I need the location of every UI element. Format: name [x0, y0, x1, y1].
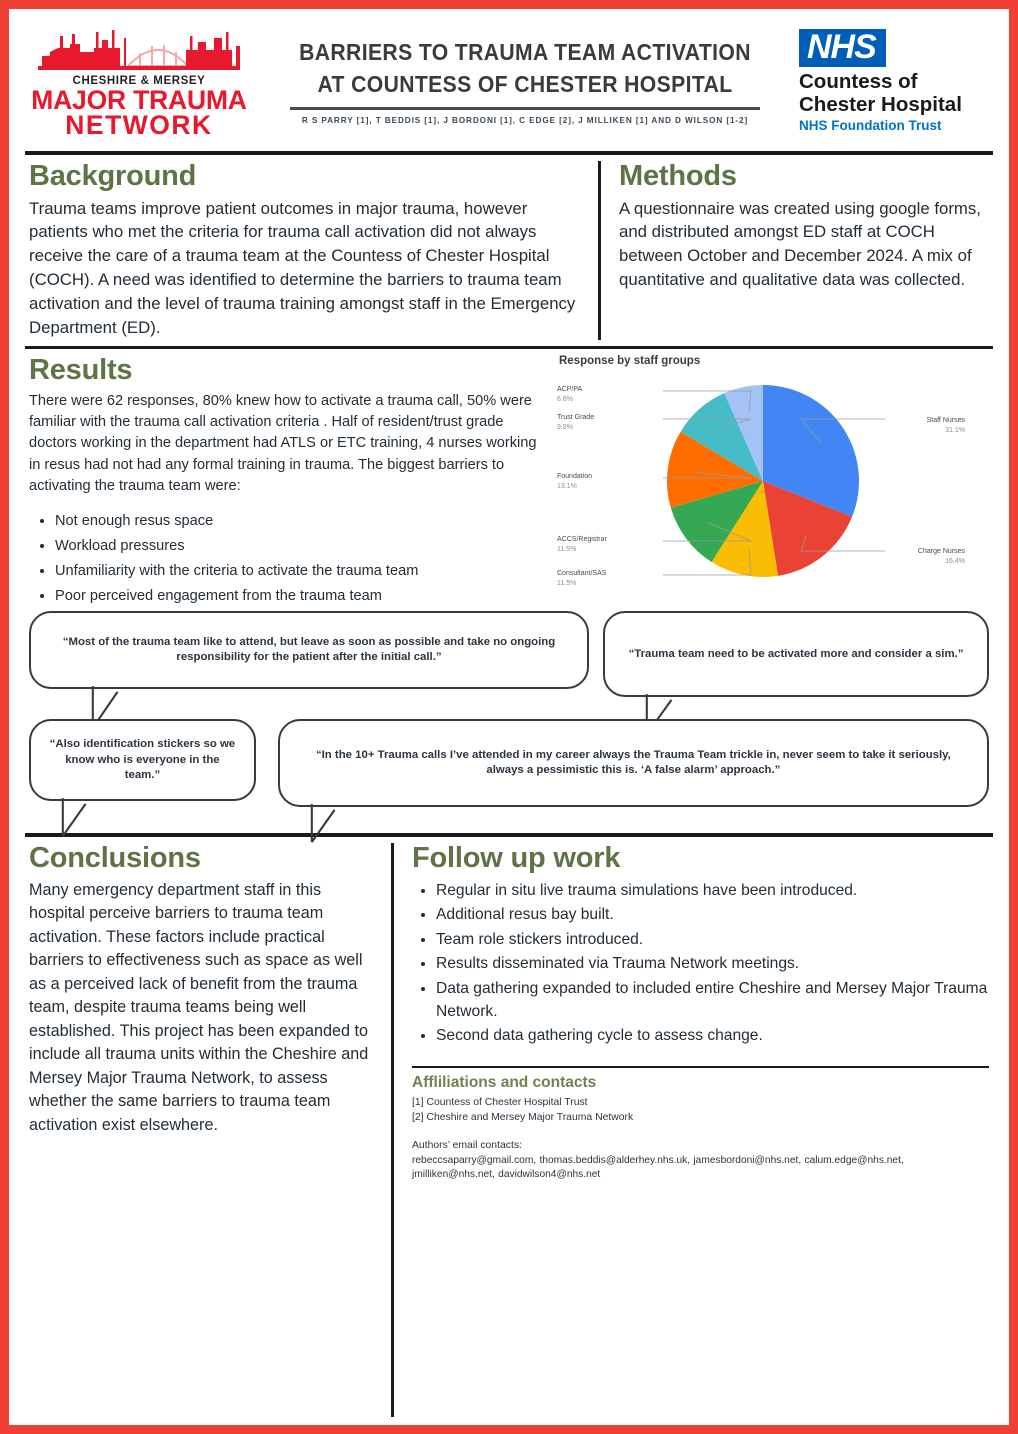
chart-title: Response by staff groups — [559, 355, 701, 368]
quotes-section — [23, 611, 995, 807]
pie-label-staff-nurses: Staff Nurses 31.1% — [926, 417, 965, 434]
quote-text: “Also identification stickers so we know who is everyone in the team.” — [49, 738, 236, 782]
quote-bubble-4 — [278, 719, 989, 807]
major-trauma-network-logo — [23, 24, 255, 138]
email-contacts-heading: Authors’ email contacts: — [412, 1139, 522, 1151]
quote-text: “Trauma team need to be activated more and consider a sim.” — [628, 647, 964, 660]
conclusions-followup-row — [23, 837, 995, 1419]
pie-slices — [667, 385, 859, 577]
conclusions-text: Many emergency department staff in this hospital perceive barriers to trauma team activation. These factors include practical barriers to effectiveness such as space as well as a perceived lack of benefit from the trauma team, despite trauma teams being well established. This project has been expanded to include all trauma units within the Cheshire and Mersey Major Trauma Network, to assess whether the same barriers to trauma team activation exist elsewhere. — [29, 880, 369, 1134]
pie-label-acp-pa: ACP/PA 6.6% — [557, 386, 583, 403]
methods-section — [601, 155, 989, 342]
title-block — [255, 37, 795, 125]
quote-text: “In the 10+ Trauma calls I’ve attended in my career always the Trauma Team trickle in, never seem to take it seriously, always a pessimistic this is. ‘A false alarm’ approach.” — [315, 749, 951, 777]
background-section — [29, 155, 598, 342]
methods-text: A questionnaire was created using google forms, and distributed amongst ED staff at COCH between October and December 2024. A mix of quantitative and qualitative data was collected. — [619, 198, 981, 290]
nhs-trust-logo — [795, 29, 995, 134]
quote-text: “Most of the trauma team like to attend, but leave as soon as possible and take no ongoing responsibility for the patient after the initial call.” — [62, 636, 556, 664]
conclusions-section — [29, 837, 391, 1419]
nhs-name-line-1: Countess of — [799, 69, 918, 93]
nhs-badge: NHS — [799, 29, 886, 67]
pie-label-charge-nurses: Charge Nurses 16.4% — [917, 548, 965, 565]
list-item: • Additional resus bay built. — [436, 903, 989, 926]
results-row — [23, 349, 995, 611]
poster-title: BARRIERS TO TRAUMA TEAM ACTIVATION AT COUNTESS OF CHESTER HOSPITAL — [299, 39, 751, 97]
nhs-foundation-trust-label: NHS Foundation Trust — [799, 118, 942, 134]
logo-subtitle: CHESHIRE & MERSEY — [72, 74, 206, 87]
list-item: • Results disseminated via Trauma Network meetings. — [436, 952, 989, 975]
followup-heading: Follow up work — [412, 841, 621, 874]
logo-line-2: NETWORK — [65, 110, 213, 140]
affiliations-rule — [412, 1066, 989, 1068]
bubble-tail-icon — [308, 804, 346, 848]
logo-line-1: MAJOR TRAUMA — [31, 84, 247, 115]
quote-bubble-2 — [603, 611, 989, 697]
list-item: • Unfamiliarity with the criteria to activate the trauma team — [55, 561, 549, 582]
email-contacts-line-2[interactable]: jmilliken@nhs.net, davidwilson4@nhs.net — [412, 1169, 601, 1181]
background-heading: Background — [29, 159, 197, 192]
email-contacts-line-1[interactable]: rebeccsaparry@gmail.com, thomas.beddis@alderhey.nhs.uk, jamesbordoni@nhs.net, calum.edge@nhs.net, — [412, 1154, 904, 1166]
affiliations-section — [412, 1074, 989, 1183]
results-heading: Results — [29, 354, 133, 387]
affiliations-heading: Affliliations and contacts — [412, 1073, 597, 1091]
bubble-tail-icon — [59, 798, 97, 842]
affiliation-2: [2] Cheshire and Mersey Major Trauma Network — [412, 1112, 634, 1124]
title-divider — [290, 107, 760, 110]
chart-plot-area — [555, 369, 989, 601]
pie-label-trust-grade: Trust Grade 9.8% — [557, 414, 595, 431]
pie-label-accs-registrar: ACCS/Registrar 11.5% — [557, 536, 607, 553]
followup-section — [394, 837, 989, 1419]
list-item: • Data gathering expanded to included entire Cheshire and Mersey Major Trauma Network. — [436, 977, 989, 1024]
results-section — [29, 349, 549, 611]
staff-group-pie-chart — [549, 349, 989, 611]
list-item: • Not enough resus space — [55, 511, 549, 532]
quote-bubble-1 — [29, 611, 589, 689]
list-item: • Second data gathering cycle to assess change. — [436, 1024, 989, 1047]
list-item: • Team role stickers introduced. — [436, 928, 989, 951]
author-list: R S PARRY [1], T BEDDIS [1], J BORDONI [1], C EDGE [2], J MILLIKEN [1] AND D WILSON [1-2] — [301, 115, 749, 125]
quote-bubble-3 — [29, 719, 256, 801]
list-item: • Poor perceived engagement from the trauma team — [55, 586, 549, 607]
list-item: • Regular in situ live trauma simulations have been introduced. — [436, 879, 989, 902]
pie-label-foundation: Foundation 13.1% — [557, 473, 593, 490]
barriers-list — [29, 511, 549, 608]
conclusions-heading: Conclusions — [29, 841, 201, 874]
poster-header — [23, 15, 995, 147]
background-methods-row — [23, 155, 995, 342]
list-item: • Workload pressures — [55, 536, 549, 557]
skyline-illustration-icon — [36, 26, 242, 74]
methods-heading: Methods — [619, 159, 737, 192]
pie-label-consultant-sas: Consultant/SAS 11.5% — [557, 570, 607, 587]
results-text: There were 62 responses, 80% knew how to activate a trauma call, 50% were familiar with the trauma call activation criteria . Half of resident/trust grade doctors working in the department had ATLS or ETC training, 4 nurses working in resus had not had any formal training in trauma. The biggest barriers to activating the trauma team were: — [29, 393, 537, 494]
background-text: Trauma teams improve patient outcomes in major trauma, however patients who met the criteria for trauma call activation did not always receive the care of a trauma team at the Countess of Chester Hospital (COCH). A need was identified to determine the barriers to trauma team activation and the level of trauma training amongst staff in the Emergency Department (ED). — [29, 198, 576, 337]
nhs-name-line-2: Chester Hospital — [799, 92, 962, 116]
affiliation-1: [1] Countess of Chester Hospital Trust — [412, 1096, 588, 1108]
followup-list — [412, 879, 989, 1048]
